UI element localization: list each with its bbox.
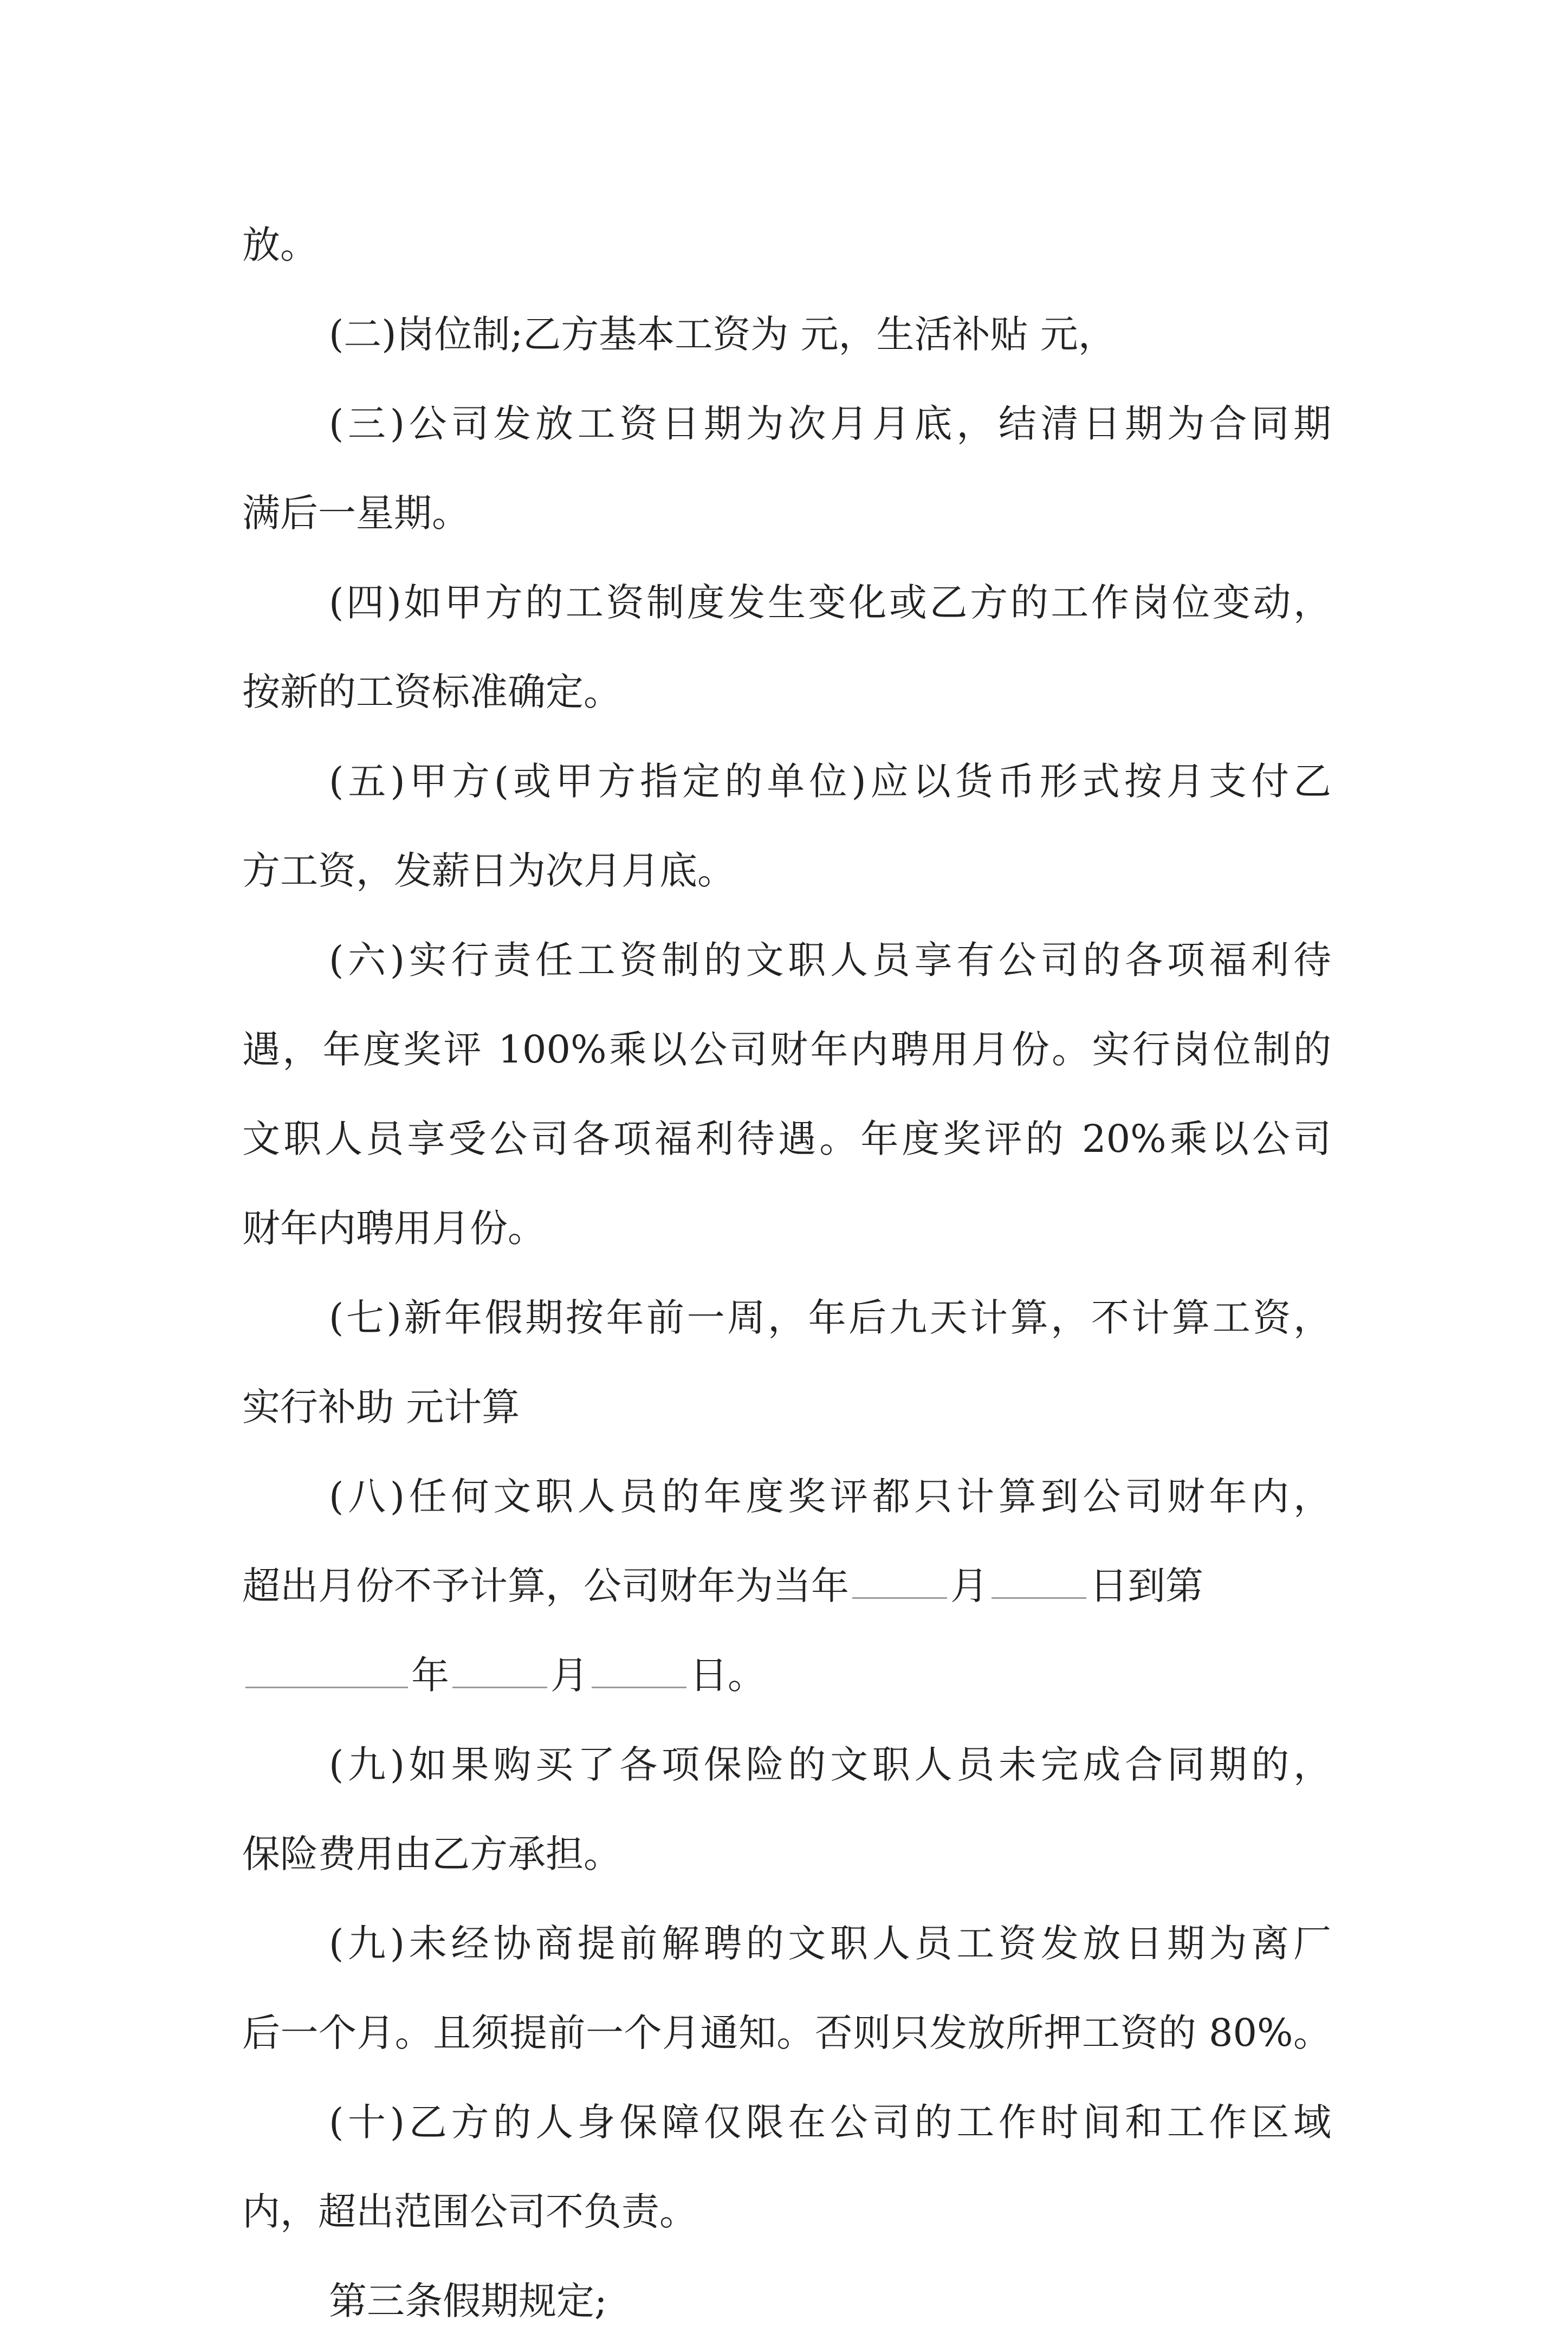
clause-9-insurance: (九)如果购买了各项保险的文职人员未完成合同期的， [329, 1742, 1331, 1787]
blank-field [452, 1654, 547, 1688]
clause-2-salary: (二)岗位制;乙方基本工资为 元，生活补贴 元， [329, 312, 1116, 357]
clause-5-payment: (五)甲方(或甲方指定的单位)应以货币形式按月支付乙 [329, 759, 1331, 803]
clause-6-benefits: (六)实行责任工资制的文职人员享有公司的各项福利待 [329, 938, 1331, 982]
fiscal-year-line [242, 1541, 1331, 1631]
clause-4-changes: (四)如甲方的工资制度发生变化或乙方的工作岗位变动， [329, 580, 1331, 625]
blank-field [852, 1565, 947, 1599]
text-line: 实行补助 元计算 [242, 1385, 520, 1429]
article-3-heading: 第三条假期规定; [329, 2279, 607, 2323]
text-line: 内，超出范围公司不负责。 [242, 2189, 697, 2234]
clause-10-personal-safety: (十)乙方的人身保障仅限在公司的工作时间和工作区域 [329, 2100, 1331, 2144]
text-line: 后一个月。且须提前一个月通知。否则只发放所押工资的 80%。 [242, 2011, 1331, 2055]
clause-7-new-year-holiday: (七)新年假期按年前一周，年后九天计算，不计算工资， [329, 1295, 1331, 1340]
month-label: 月 [950, 1564, 988, 1608]
text-line: 文职人员享受公司各项福利待遇。年度奖评的 20%乘以公司 [242, 1117, 1331, 1161]
contract-text [242, 200, 1331, 2346]
blank-field [592, 1654, 686, 1688]
fiscal-year-end-line [242, 1631, 1331, 1720]
clause-9-dismissal: (九)未经协商提前解聘的文职人员工资发放日期为离厂 [329, 1921, 1331, 1966]
blank-field [245, 1654, 408, 1688]
text-line: 方工资，发薪日为次月月底。 [242, 848, 735, 893]
text-line: 按新的工资标准确定。 [242, 670, 621, 714]
text-line: 遇，年度奖评 100%乘以公司财年内聘用月份。实行岗位制的 [242, 1027, 1331, 1072]
month-label: 月 [550, 1653, 588, 1697]
day-label: 日到第 [1090, 1564, 1203, 1608]
text-line: 满后一星期。 [242, 491, 470, 535]
blank-field [992, 1565, 1086, 1599]
clause-8-annual-review: (八)任何文职人员的年度奖评都只计算到公司财年内， [329, 1474, 1331, 1519]
year-label: 年 [411, 1653, 449, 1697]
fiscal-year-text: 超出月份不予计算，公司财年为当年 [242, 1564, 849, 1608]
day-label: 日。 [690, 1653, 766, 1697]
text-line: 保险费用由乙方承担。 [242, 1832, 621, 1876]
clause-3-pay-date: (三)公司发放工资日期为次月月底，结清日期为合同期 [329, 401, 1331, 446]
text-line: 放。 [242, 223, 318, 267]
text-line: 财年内聘用月份。 [242, 1206, 546, 1250]
